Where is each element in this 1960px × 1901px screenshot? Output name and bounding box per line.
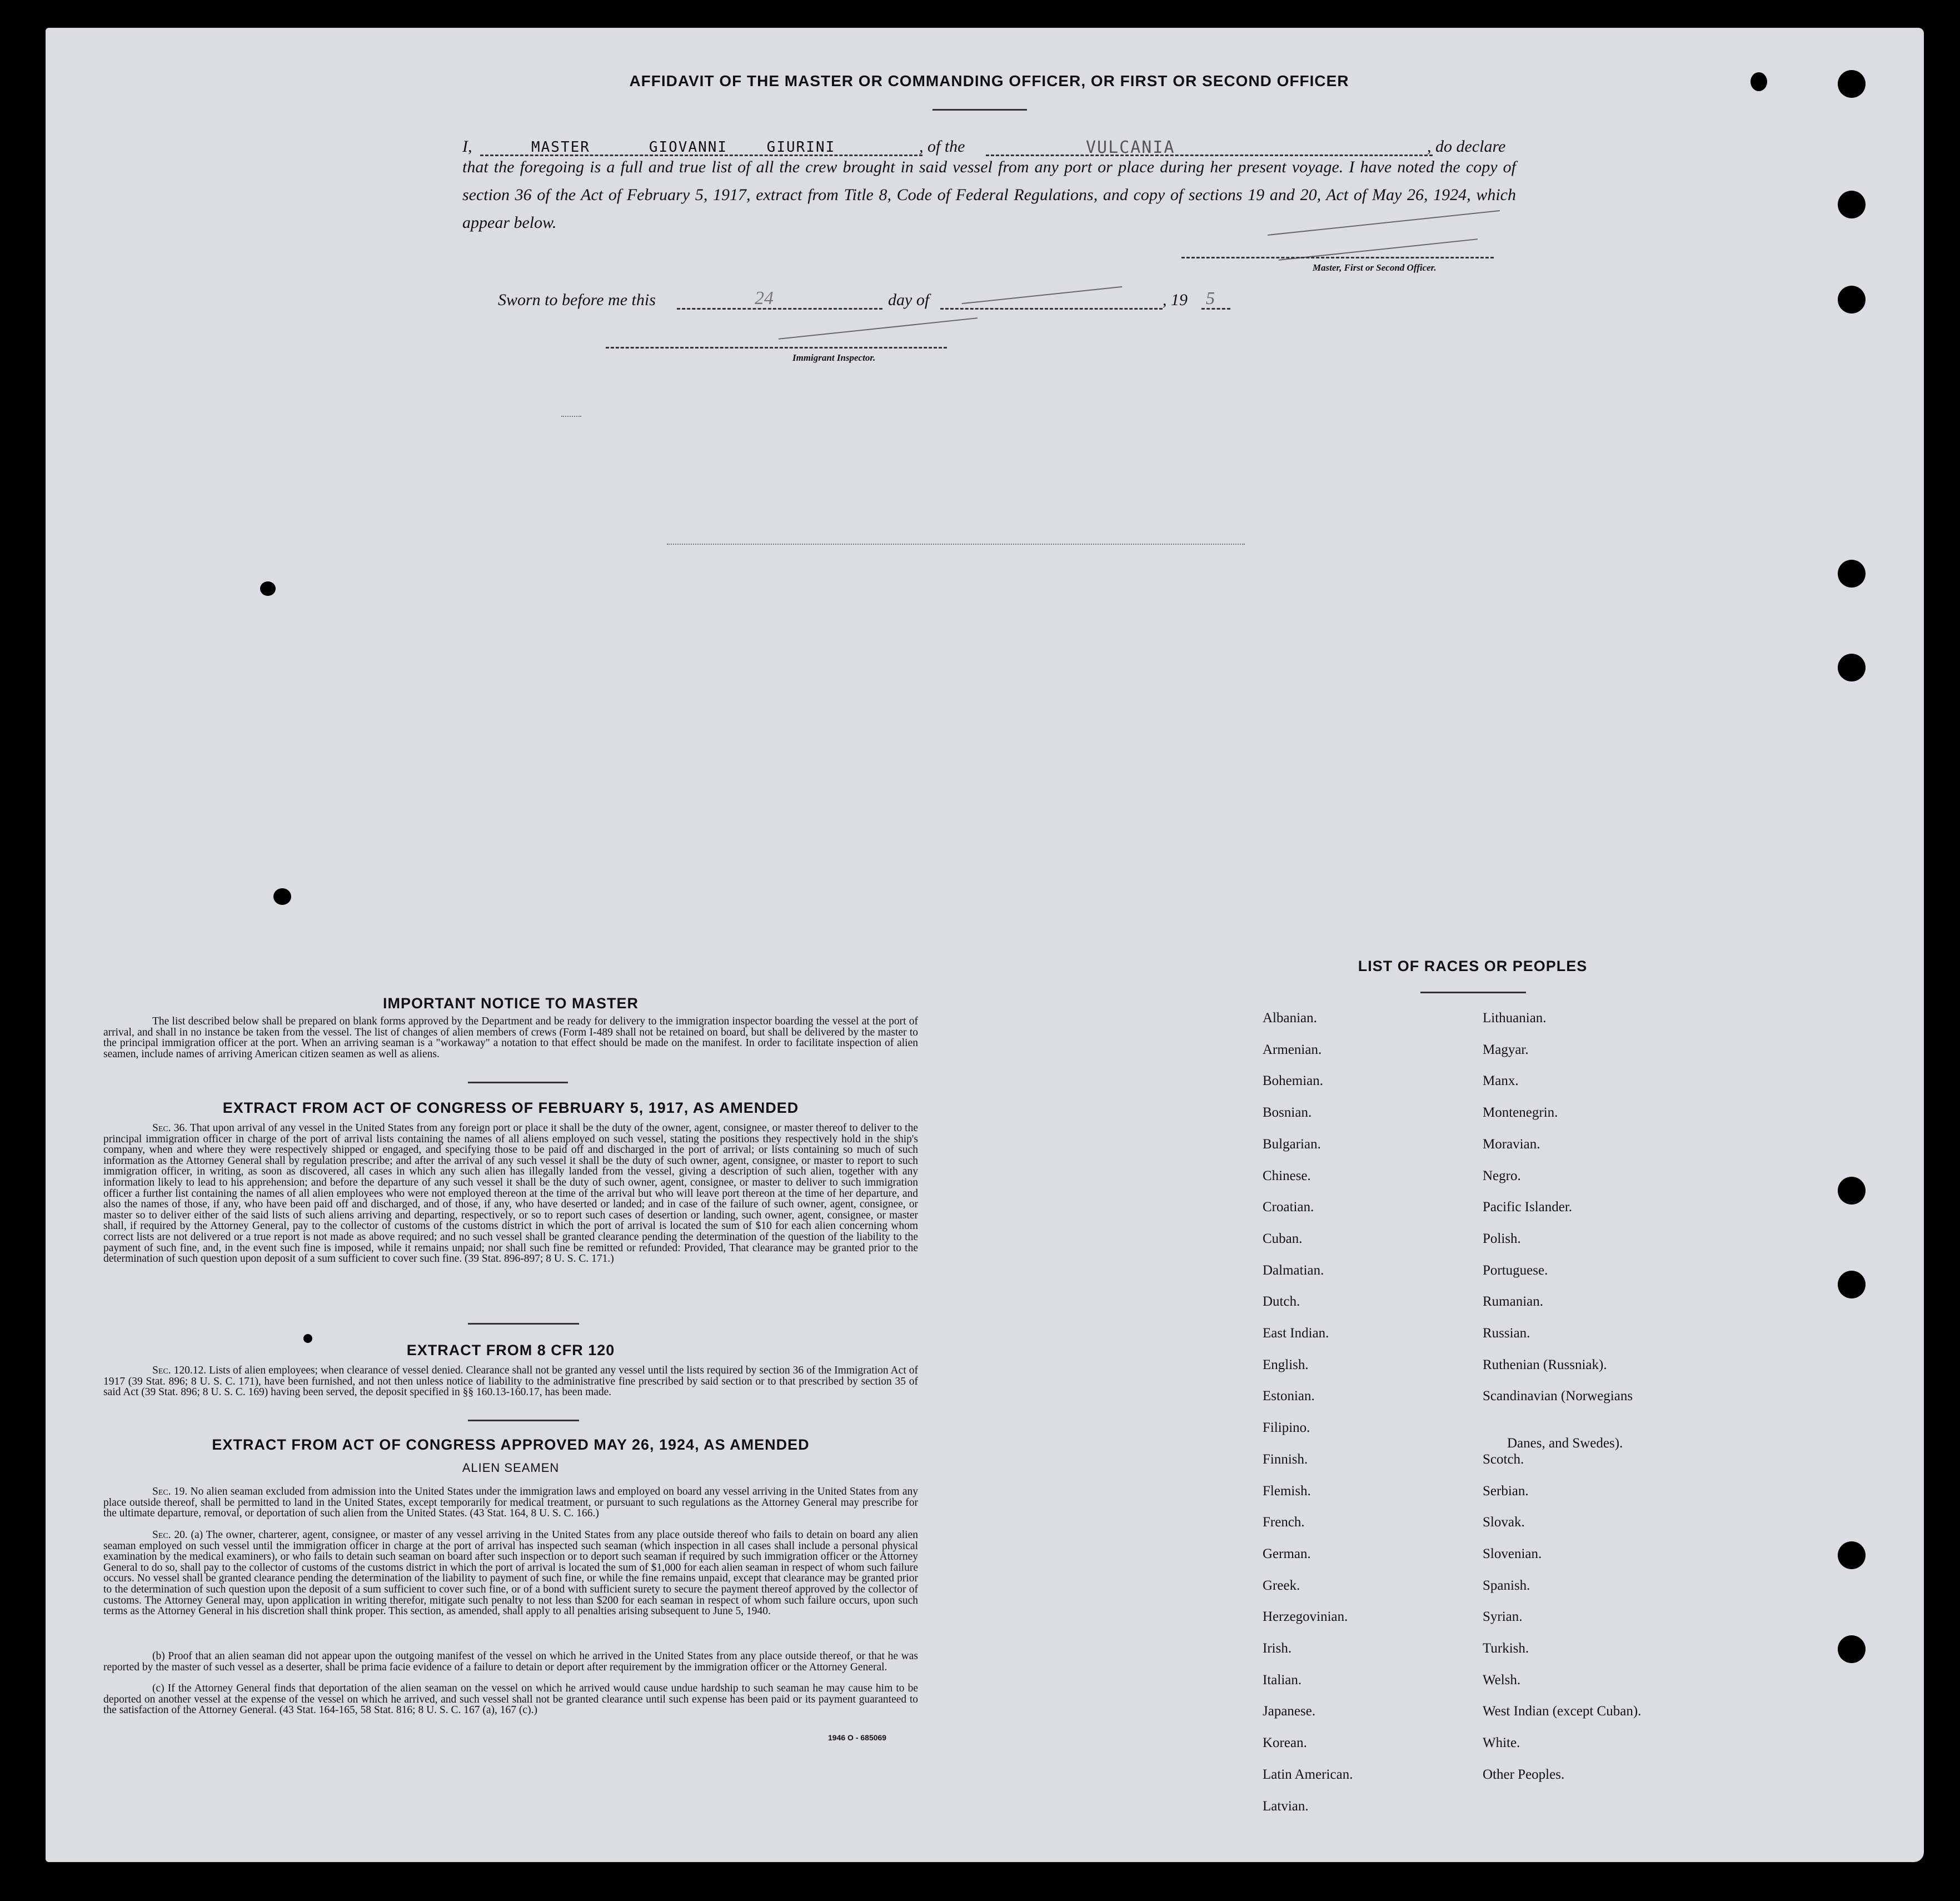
race-item: Serbian. <box>1483 1483 1529 1499</box>
race-item: Estonian. <box>1263 1389 1315 1404</box>
master-signature-line <box>1181 257 1494 258</box>
year-value: 5 <box>1206 288 1215 308</box>
race-item: Dalmatian. <box>1263 1262 1324 1278</box>
races-rule <box>1420 992 1526 993</box>
title-rule <box>932 109 1027 111</box>
race-item: Manx. <box>1483 1073 1519 1089</box>
sec20a-body: (a) The owner, charterer, agent, consignee, or master of any vessel arriving in the United States from any place outside thereof who fails to detain on board any alien seaman employed on such vessel until the immigration officer in charge at the port of arrival has inspected such seaman (which inspection in all cases shall include a personal physical examination by the medical examiners), or who fails to detain such seaman on board after such inspection or to deport such seaman if required by such immigration officer or the Attorney General to do so, shall pay to the collector of customs of the customs district in which the port of arrival is located the sum of $1,000 for each alien seaman in respect of whom such failure occurs. No vessel shall be granted clearance pending the determination of the liability to payment of such fine, or while the fine remains unpaid, except that clearance may be granted prior to the determination of such question upon the deposit of a sum sufficient to cover such fine, or of a bond with sufficient surety to secure the payment thereof approved by the collector of customs. The Attorney General may, upon application in writing therefor, mitigate such penalty to not less than $200 for each seaman in respect of whom such failure occurs, upon such terms as the Attorney General in his discretion shall think proper. This section, as amended, shall apply to all penalties arising subsequent to June 5, 1940. <box>103 1529 918 1618</box>
race-item: Filipino. <box>1263 1420 1310 1436</box>
race-item: Scandinavian (Norwegians <box>1483 1389 1633 1404</box>
race-item: Korean. <box>1263 1735 1307 1751</box>
race-item: Latin American. <box>1263 1766 1353 1782</box>
sec120-text: Lists of alien employees; when clearance of vessel denied. Clearance shall not be granted any vessel until the lists required by section 36 of the Immigration Act of 1917 (39 Stat. 896; 8 U. S. C. 171), have been furnished, and not then unless notice of liability to the administrative fine prescribed by said section or to that prescribed by section 35 of said Act (39 Stat. 896; 8 U. S. C. 169) having been served, the deposit specified in §§ 160.13-160.17, has been made. <box>103 1365 918 1399</box>
sworn-day-field[interactable] <box>677 290 882 310</box>
sworn-label: Sworn to before me this <box>498 291 656 309</box>
race-item: Herzegovinian. <box>1263 1609 1348 1625</box>
sec19-label: Sec. 19. <box>152 1486 188 1497</box>
race-item: Russian. <box>1483 1326 1530 1341</box>
notice-text: The list described below shall be prepared on blank forms approved by the Department and be ready for delivery to the immigration inspector boarding the vessel at the port of arrival, and shall in no instance be taken from the vessel. The list of changes of alien members of crews (Form I-489 shall not be retained on board, but shall be delivered by the master to the principal immigration officer at the port. When an arriving seaman is a "workaway" a notation to that effect should be made on the manifest. In order to facilitate inspection of alien seamen, include names of arriving American citizen seamen as well as aliens. <box>103 1016 918 1060</box>
race-item: Slovak. <box>1483 1515 1525 1530</box>
punch-hole <box>1838 286 1866 313</box>
race-item: White. <box>1483 1735 1520 1751</box>
sec36-label: Sec. 36. <box>152 1122 188 1134</box>
of-the-label: , of the <box>919 137 965 156</box>
punch-hole <box>1838 654 1866 681</box>
punch-hole <box>1838 1177 1866 1205</box>
affidavit-title: AFFIDAVIT OF THE MASTER OR COMMANDING OFFICER, OR FIRST OR SECOND OFFICER <box>629 72 1349 89</box>
race-item: Japanese. <box>1263 1704 1316 1719</box>
race-item: Syrian. <box>1483 1609 1523 1625</box>
race-item: Turkish. <box>1483 1641 1529 1656</box>
extract-1924-title: EXTRACT FROM ACT OF CONGRESS APPROVED MAY 26, 1924, AS AMENDED <box>212 1436 810 1453</box>
race-item: Chinese. <box>1263 1168 1311 1183</box>
sec36-text: That upon arrival of any vessel in the United States from any foreign port or place it shall be the duty of the owner, agent, consignee, or master thereof to deliver to the principal immigration officer in charge of the port of arrival lists containing the names of all aliens employed on such vessel, stating the positions they respectively hold in the ship's company, when and where they were respectively shipped or engaged, and specifying those to be paid off and discharged in the port of arrival; or lists containing so much of such information as the Attorney General shall by regulation prescribe; and after the arrival of any such vessel it shall be the duty of such owner, agent, consignee, or master to report to such immigration officer, in writing, as soon as discovered, all cases in which any such alien has illegally landed from the vessel, giving a description of such alien, together with any information likely to lead to his apprehension; and before the departure of any such vessel it shall be the duty of such owner, agent, consignee, or master to deliver to such immigration officer a further list containing the names of all alien employees who were not employed thereon at the time of the arrival but who will leave port thereon at the time of her departure, and also the names of those, if any, who have been paid off and discharged, and of those, if any, who have deserted or landed; and in case of the failure of such owner, agent, consignee, or master so to deliver either of the said lists of such aliens arriving and departing, respectively, or so to report such cases of desertion or landing, such owner, agent, consignee, or master shall, if required by the Attorney General, pay to the collector of customs of the customs district in which the port of arrival is located the sum of $10 for each alien concerning whom correct lists are not delivered or a true report is not made as above required; and no such vessel shall be granted clearance pending the determination of the question of the liability to the payment of such fine, and, in the event such fine is imposed, while it remains unpaid; nor shall such fine be remitted or refunded: Provided, That clearance may be granted prior to the determination of such question upon deposit of a sum sufficient to cover such fine. (39 Stat. 896-897; 8 U. S. C. 171.) <box>103 1122 918 1265</box>
race-item: Polish. <box>1483 1231 1521 1246</box>
ink-blot <box>1750 72 1767 91</box>
sec19-text <box>103 1486 918 1519</box>
races-title: LIST OF RACES OR PEOPLES <box>1358 958 1588 974</box>
punch-hole <box>1838 1541 1866 1569</box>
year-prefix: , 19 <box>1163 291 1188 309</box>
race-item: Italian. <box>1263 1672 1302 1688</box>
punch-hole <box>1838 1271 1866 1298</box>
race-item: Ruthenian (Russniak). <box>1483 1357 1607 1372</box>
faint-mark <box>667 544 1245 545</box>
section-rule <box>468 1082 568 1083</box>
race-item: Scotch. <box>1483 1451 1524 1467</box>
race-item: Other Peoples. <box>1483 1766 1565 1782</box>
punch-hole <box>1838 70 1866 98</box>
race-item: Bohemian. <box>1263 1073 1324 1089</box>
day-of-label: day of <box>888 291 930 309</box>
extract-cfr-text <box>103 1365 918 1398</box>
race-item: French. <box>1263 1515 1305 1530</box>
race-item: Portuguese. <box>1483 1262 1548 1278</box>
do-declare-label: , do declare <box>1427 137 1506 156</box>
race-item: Latvian. <box>1263 1798 1309 1814</box>
race-item: Negro. <box>1483 1168 1521 1183</box>
race-item: Lithuanian. <box>1483 1011 1547 1026</box>
inspector-signature-line <box>606 347 947 349</box>
sec20-label: Sec. 20. <box>152 1529 188 1541</box>
race-item: Armenian. <box>1263 1042 1322 1057</box>
race-item: English. <box>1263 1357 1309 1372</box>
officer-name-value: MASTER GIOVANNI GIURINI <box>531 139 836 156</box>
section-rule <box>468 1323 579 1325</box>
race-item: Montenegrin. <box>1483 1105 1558 1121</box>
race-item: Moravian. <box>1483 1136 1540 1152</box>
print-code: 1946 O - 685069 <box>828 1733 887 1742</box>
section-rule <box>468 1420 579 1421</box>
signature-caption: Master, First or Second Officer. <box>1313 262 1437 273</box>
extract-1917-title: EXTRACT FROM ACT OF CONGRESS OF FEBRUARY 5, 1917, AS AMENDED <box>222 1099 799 1116</box>
extract-cfr-title: EXTRACT FROM 8 CFR 120 <box>406 1342 615 1358</box>
line-prefix: I, <box>462 137 472 156</box>
inspector-caption: Immigrant Inspector. <box>792 352 876 363</box>
race-item: Bulgarian. <box>1263 1136 1321 1152</box>
alien-seamen-subtitle: ALIEN SEAMEN <box>462 1461 560 1475</box>
race-item: Irish. <box>1263 1641 1292 1656</box>
vessel-name-value: VULCANIA <box>1086 138 1175 157</box>
ink-blot <box>260 581 276 596</box>
race-item: Albanian. <box>1263 1011 1317 1026</box>
faint-mark <box>561 416 581 417</box>
race-item: German. <box>1263 1546 1311 1561</box>
race-item: Slovenian. <box>1483 1546 1542 1561</box>
ink-blot <box>273 888 291 905</box>
notice-title: IMPORTANT NOTICE TO MASTER <box>383 995 639 1012</box>
sec20b-text: (b) Proof that an alien seaman did not appear upon the outgoing manifest of the vessel on which he arrived in the United States from any place outside thereof, or that he was reported by the master of such vessel as a deserter, shall be prima facie evidence of a failure to detain or deport after requirement by the immigration officer or the Attorney General. <box>103 1650 918 1673</box>
race-item: Pacific Islander. <box>1483 1200 1573 1215</box>
race-item: Dutch. <box>1263 1294 1300 1310</box>
sec120-label: Sec. 120.12. <box>152 1365 207 1376</box>
race-item: Greek. <box>1263 1577 1300 1593</box>
sec20c-text: (c) If the Attorney General finds that deportation of the alien seaman on the vessel on which he arrived would cause undue hardship to such seaman he may cause him to be deported on another vessel at the expense of the vessel on which he arrived, and such vessel shall not be granted clearance until such expense has been paid or its payment guaranteed to the satisfaction of the Attorney General. (43 Stat. 164-165, 58 Stat. 816; 8 U. S. C. 167 (a), 167 (c).) <box>103 1683 918 1716</box>
declaration-text: that the foregoing is a full and true list of all the crew brought in said vessel from any port or place during her present voyage. I have noted the copy of section 36 of the Act of February 5, 1917, extract from Title 8, Code of Federal Regulations, and copy of sections 19 and 20, Act of May 26, 1924, which appear below. <box>462 158 1516 232</box>
sworn-day-value: 24 <box>755 288 774 308</box>
sec19-body: No alien seaman excluded from admission into the United States under the immigration laws and employed on board any vessel arriving in the United States from any place outside thereof, shall be permitted to land in the United States, except temporarily for medical treatment, or pursuant to such regulations as the Attorney General may prescribe for the ultimate departure, removal, or deportation of such alien from the United States. (43 Stat. 164, 8 U. S. C. 166.) <box>103 1486 919 1520</box>
race-item: Croatian. <box>1263 1200 1314 1215</box>
race-item: East Indian. <box>1263 1326 1329 1341</box>
race-item: Rumanian. <box>1483 1294 1544 1310</box>
race-item: Magyar. <box>1483 1042 1529 1057</box>
race-item: Spanish. <box>1483 1577 1530 1593</box>
extract-1917-text <box>103 1123 918 1265</box>
sec20a-text <box>103 1530 918 1617</box>
race-item: Danes, and Swedes). <box>1507 1436 1623 1451</box>
race-item: Flemish. <box>1263 1483 1311 1499</box>
punch-hole <box>1838 1635 1866 1663</box>
race-item: West Indian (except Cuban). <box>1483 1704 1642 1719</box>
race-item: Cuban. <box>1263 1231 1303 1246</box>
year-field[interactable] <box>1201 290 1230 310</box>
punch-hole <box>1838 560 1866 588</box>
race-item: Finnish. <box>1263 1451 1308 1467</box>
race-item: Bosnian. <box>1263 1105 1312 1121</box>
race-item: Welsh. <box>1483 1672 1521 1688</box>
punch-hole <box>1838 191 1866 218</box>
